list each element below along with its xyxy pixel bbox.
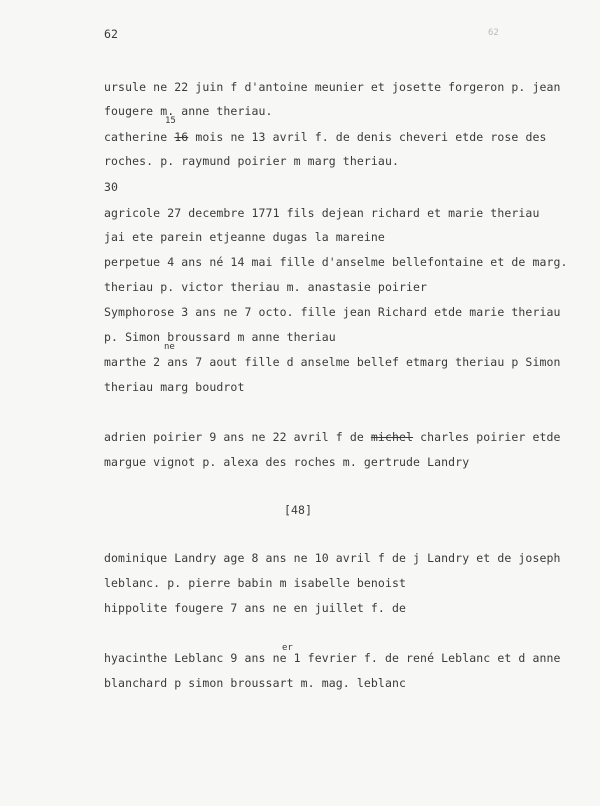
entry-ursule-line1: ursule ne 22 juin f d'antoine meunier et josette forgeron p. jean xyxy=(104,80,561,94)
adrien-text-pre: adrien poirier 9 ans ne 22 avril f de xyxy=(104,430,371,444)
adrien-text-post: charles poirier etde xyxy=(413,430,561,444)
section-marker: [48] xyxy=(284,503,313,517)
entry-agricole-line1: agricole 27 decembre 1771 fils dejean richard et marie theriau xyxy=(104,206,540,220)
entry-ursule-line2: fougere m. anne theriau. xyxy=(104,104,273,118)
entry-hyacinthe-line1: hyacinthe Leblanc 9 ans ne 1 fevrier f. de rené Leblanc et d anne xyxy=(104,651,561,665)
year-marker: 30 xyxy=(104,180,119,194)
entry-catherine-line1 xyxy=(104,130,547,144)
adrien-struck-text: michel xyxy=(370,430,414,444)
catherine-text-pre: catherine xyxy=(104,130,175,144)
entry-hyacinthe-line2: blanchard p simon broussart m. mag. leblanc xyxy=(104,676,407,690)
entry-adrien-line1 xyxy=(104,430,561,444)
entry-hippolite-line1: hippolite fougere 7 ans ne en juillet f. de xyxy=(104,601,407,615)
entry-marthe-line1: marthe 2 ans 7 aout fille d anselme bellef etmarg theriau p Simon xyxy=(104,355,561,369)
entry-perpetue-line2: theriau p. victor theriau m. anastasie poirier xyxy=(104,280,428,294)
page-number: 62 xyxy=(104,27,119,41)
entry-adrien-line2: margue vignot p. alexa des roches m. gertrude Landry xyxy=(104,455,470,469)
catherine-text-post: mois ne 13 avril f. de denis cheveri etde rose des xyxy=(188,130,547,144)
catherine-struck-text: 16 xyxy=(174,130,189,144)
archive-stamp: 62 xyxy=(488,28,499,38)
entry-agricole-line2: jai ete parein etjeanne dugas la mareine xyxy=(104,230,385,244)
entry-dominique-line1: dominique Landry age 8 ans ne 10 avril f de j Landry et de joseph xyxy=(104,551,561,565)
entry-catherine-line2: roches. p. raymund poirier m marg theriau. xyxy=(104,154,399,168)
entry-dominique-line2: leblanc. p. pierre babin m isabelle benoist xyxy=(104,576,407,590)
entry-symphorose-line1: Symphorose 3 ans ne 7 octo. fille jean Richard etde marie theriau xyxy=(104,305,561,319)
entry-marthe-line2: theriau marg boudrot xyxy=(104,380,245,394)
entry-marthe-insertion: ne xyxy=(164,342,175,352)
entry-hyacinthe-superscript: er xyxy=(282,643,293,653)
entry-catherine-insertion: 15 xyxy=(165,116,176,126)
entry-perpetue-line1: perpetue 4 ans né 14 mai fille d'anselme bellefontaine et de marg. xyxy=(104,255,568,269)
entry-symphorose-line2: p. Simon broussard m anne theriau xyxy=(104,330,336,344)
